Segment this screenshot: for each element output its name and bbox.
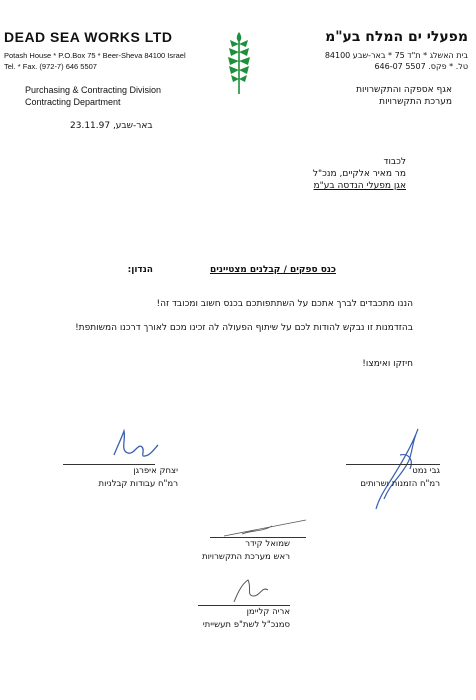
division-hebrew: אגף אספקה והתקשרויות — [356, 85, 452, 95]
company-logo — [226, 30, 252, 96]
subject-label: הנדון: — [127, 265, 153, 275]
addressee-salutation: לכבוד — [383, 157, 406, 167]
division-english: Purchasing & Contracting Division — [25, 85, 162, 95]
signature-4-title: סמנכ"ל לשת"פ תעשייתי — [202, 620, 290, 630]
signature-4-scribble — [228, 574, 274, 608]
addressee-name: מר מאיר אלקיים, מנכ"ל — [312, 169, 406, 179]
signature-3-line — [210, 537, 306, 538]
subject-text: כנס ספקים / קבלנים מצטיינים — [209, 265, 336, 275]
signature-3-title: ראש מערכת התקשרויות — [202, 552, 290, 562]
signature-4-name: אריה קליימן — [246, 607, 290, 617]
signature-2-name: גבי נמט — [412, 466, 440, 476]
signature-1-title: רמ"ח עבודות קבלניות — [98, 479, 178, 489]
signature-3-name: שמואל קידר — [245, 539, 290, 549]
address-english: Potash House * P.O.Box 75 * Beer-Sheva 84100 Israel — [4, 51, 186, 60]
phone-fax-english: Tel. * Fax. (972-7) 646 5507 — [4, 62, 97, 71]
phone-fax-hebrew: טל. * פקס. 5507 646-07 — [374, 62, 468, 71]
body-paragraph-2: בהזדמנות זו נבקש להודות לכם על שיתוף הפעולה לה זכינו מכם לאורך דרכנו המשותפת! — [75, 323, 413, 333]
department-english: Contracting Department — [25, 97, 121, 107]
signature-4-line — [198, 605, 290, 606]
signature-1-scribble — [108, 425, 160, 465]
letter-date: באר-שבע, 23.11.97 — [70, 121, 153, 131]
signature-2-title: רמ"ח הזמנות ושרותים — [360, 479, 440, 489]
address-hebrew: בית האשלג * ת"ד 75 * באר-שבע 84100 — [324, 51, 468, 60]
addressee-company: אגן מפעלי הנדסה בע"מ — [313, 181, 406, 191]
signature-1-line — [63, 464, 155, 465]
company-name-english: DEAD SEA WORKS LTD — [4, 29, 173, 45]
signature-1-name: יצחק איפרגן — [133, 466, 178, 476]
department-hebrew: מערכת התקשרויות — [379, 97, 452, 107]
company-name-hebrew: מפעלי ים המלח בע"מ — [325, 29, 468, 45]
closing-line: חיזקו ואימצו! — [362, 359, 413, 369]
body-paragraph-1: הננו מתכבדים לברך אתכם על השתתפותכם בכנס חשוב ומכובד זה! — [156, 299, 413, 309]
signature-2-line — [346, 464, 440, 465]
